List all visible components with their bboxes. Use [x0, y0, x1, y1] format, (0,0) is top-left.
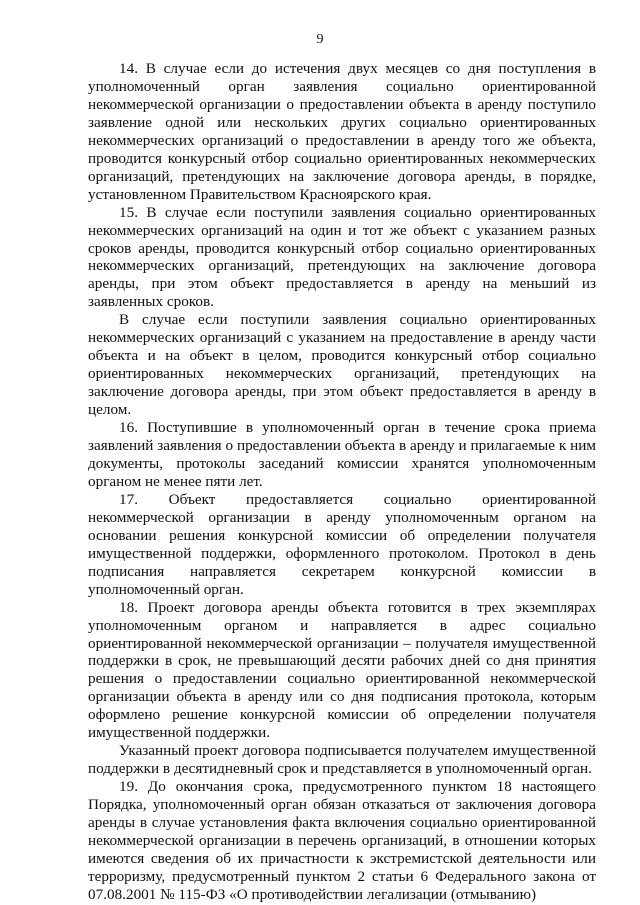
- paragraph-18: 18. Проект договора аренды объекта готовится в трех экземплярах уполномоченным органом и направляется в адрес социально ориентированной некоммерческой организации – получателя имущественной поддержки в срок, не превышающий десяти рабочих дней со дня принятия решения о предоставлении социально ориентированной некоммерческой организации объекта в аренду или со дня подписания протокола, которым оформлено решение конкурсной комиссии об определении получателя имущественной поддержки.: [88, 598, 596, 742]
- paragraph-15-continued: В случае если поступили заявления социально ориентированных некоммерческих организаций с указанием на предоставление в аренду части объекта и на объект в целом, проводится конкурсный отбор социально ориентированных некоммерческих организаций, претендующих на заключение договора аренды, при этом объект предоставляется в аренду в целом.: [88, 311, 596, 419]
- paragraph-14: 14. В случае если до истечения двух месяцев со дня поступления в уполномоченный орган заявления социально ориентированной некоммерческой организации о предоставлении объекта в аренду поступило заявление одной или нескольких других социально ориентированных некоммерческих организаций о предоставлении в аренду того же объекта, проводится конкурсный отбор социально ориентированных некоммерческих организаций, претендующих на заключение договора аренды, в порядке, установленном Правительством Красноярского края.: [88, 60, 596, 203]
- document-body: [88, 60, 596, 904]
- paragraph-15: 15. В случае если поступили заявления социально ориентированных некоммерческих организаций на один и тот же объект с указанием разных сроков аренды, проводится конкурсный отбор социально ориентированных некоммерческих организаций, претендующих на заключение договора аренды, при этом объект предоставляется в аренду на меньший из заявленных сроков.: [88, 203, 596, 311]
- paragraph-18-continued: Указанный проект договора подписывается получателем имущественной поддержки в десятидневный срок и представляется в уполномоченный орган.: [88, 742, 596, 778]
- paragraph-19: 19. До окончания срока, предусмотренного пунктом 18 настоящего Порядка, уполномоченный орган обязан отказаться от заключения договора аренды в случае установления факта включения социально ориентированной некоммерческой организации в перечень организаций, в отношении которых имеются сведения об их причастности к экстремистской деятельности или терроризму, предусмотренный пунктом 2 статьи 6 Федерального закона от 07.08.2001 № 115-ФЗ «О противодействии легализации (отмыванию): [88, 778, 596, 903]
- paragraph-17: 17. Объект предоставляется социально ориентированной некоммерческой организации в аренду уполномоченным органом на основании решения конкурсной комиссии об определении получателя имущественной поддержки, оформленного протоколом. Протокол в день подписания направляется секретарем конкурсной комиссии в уполномоченный орган.: [88, 490, 596, 598]
- page-number: 9: [316, 32, 324, 47]
- paragraph-16: 16. Поступившие в уполномоченный орган в течение срока приема заявлений заявления о предоставлении объекта в аренду и прилагаемые к ним документы, протоколы заседаний комиссии хранятся уполномоченным органом не менее пяти лет.: [88, 419, 596, 490]
